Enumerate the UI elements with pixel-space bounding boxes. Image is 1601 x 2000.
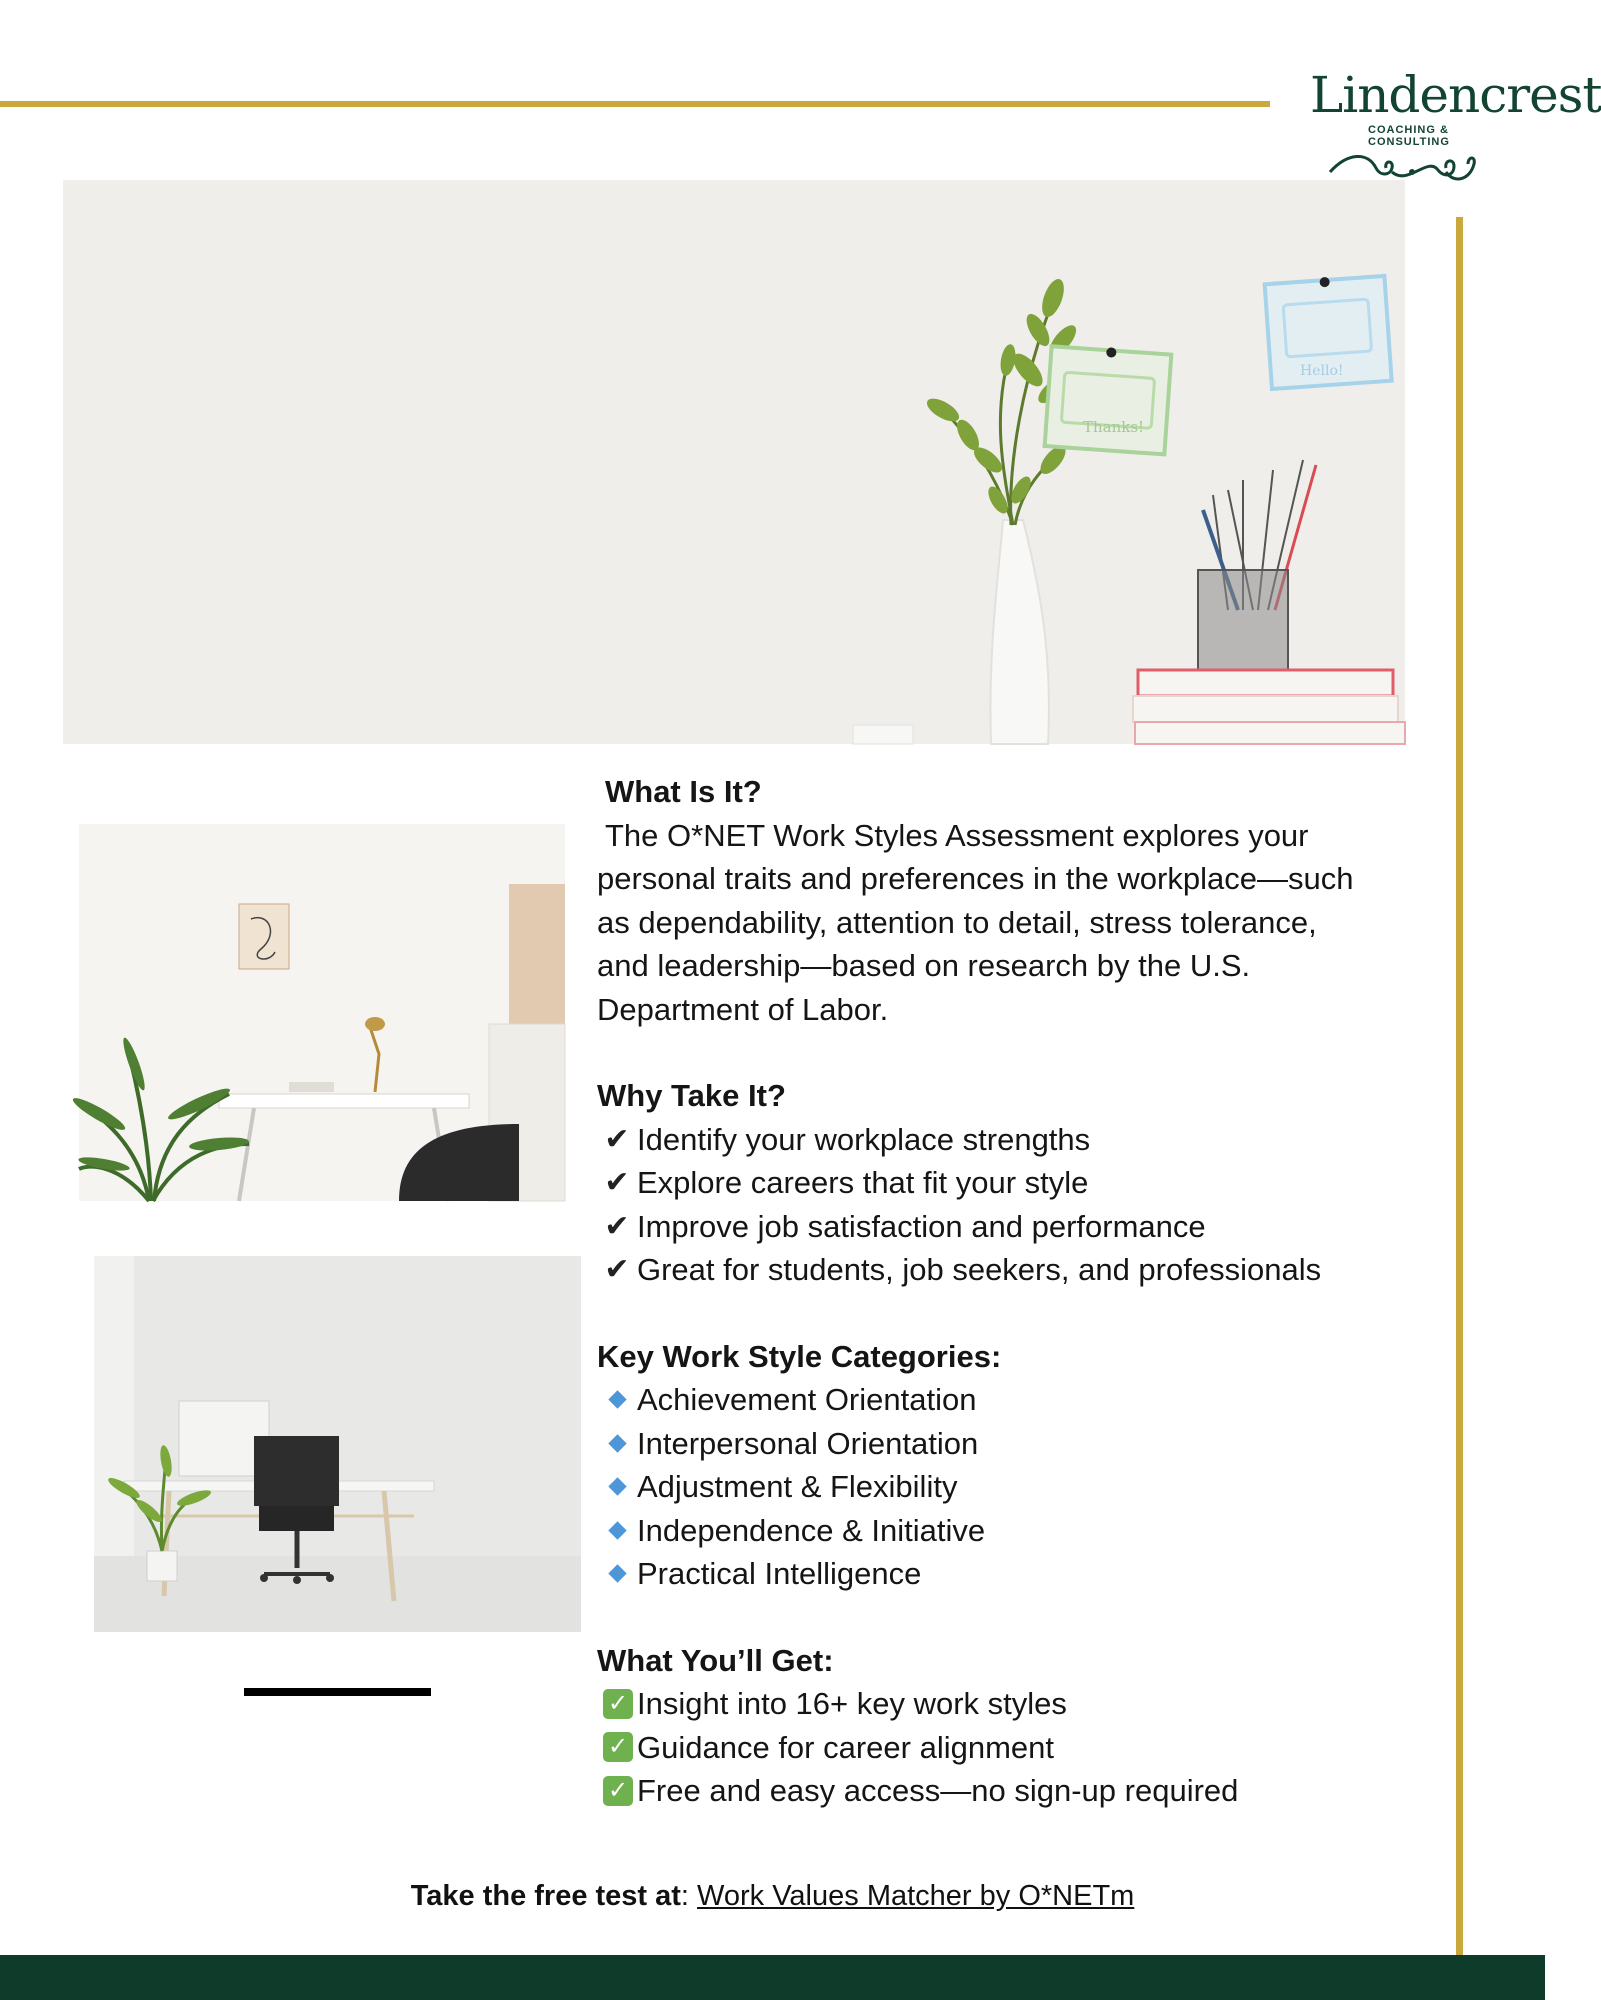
green-check-box-icon: ✓	[603, 1689, 633, 1719]
categories-heading: Key Work Style Categories:	[597, 1338, 1002, 1374]
what-line-4: and leadership—based on research by the U.S.	[597, 948, 1251, 983]
home-office-photo	[79, 824, 565, 1201]
list-item: Practical Intelligence	[597, 1552, 1427, 1596]
top-gold-rule	[0, 101, 1270, 107]
assessment-info	[597, 770, 1427, 1813]
list-item: ✔ Explore careers that fit your style	[597, 1161, 1427, 1205]
accent-bar	[244, 1688, 431, 1696]
right-gold-rule	[1456, 217, 1463, 2000]
thanks-note: Thanks!	[1083, 418, 1145, 436]
minimal-office-photo	[94, 1256, 581, 1632]
list-item: Interpersonal Orientation	[597, 1422, 1427, 1466]
call-to-action	[0, 1880, 1545, 1913]
blue-diamond-icon	[608, 1434, 626, 1452]
lindencrest-logo	[1310, 66, 1601, 185]
blue-diamond-icon	[608, 1478, 626, 1496]
green-check-box-icon: ✓	[603, 1776, 633, 1806]
list-item: Adjustment & Flexibility	[597, 1465, 1427, 1509]
checkmark-icon: ✔	[604, 1122, 630, 1156]
list-item: Achievement Orientation	[597, 1378, 1427, 1422]
checkmark-icon: ✔	[604, 1209, 630, 1243]
what-line-3: as dependability, attention to detail, stress tolerance,	[597, 904, 1317, 940]
blue-diamond-icon	[608, 1565, 626, 1583]
green-check-box-icon: ✓	[603, 1732, 633, 1762]
hero-desk-photo	[63, 180, 1405, 744]
cta-colon: :	[680, 1880, 689, 1912]
hello-note: Hello!	[1300, 363, 1344, 379]
checkmark-icon: ✔	[604, 1253, 630, 1286]
test-link[interactable]: Work Values Matcher by O*NETm	[697, 1880, 1135, 1912]
what-line-1: The O*NET Work Styles Assessment explores your	[605, 817, 1309, 853]
what-line-5: Department of Labor.	[597, 991, 889, 1027]
list-item: ✔ Improve job satisfaction and performance	[597, 1205, 1427, 1249]
list-item: Independence & Initiative	[597, 1509, 1427, 1553]
list-item: ✔ Great for students, job seekers, and professionals	[597, 1248, 1427, 1292]
logo-tagline: COACHING & CONSULTING	[1368, 124, 1450, 148]
why-heading: Why Take It?	[597, 1078, 786, 1113]
list-item: ✓ Guidance for career alignment	[597, 1726, 1427, 1770]
list-item: ✓ Free and easy access—no sign-up required	[597, 1769, 1427, 1813]
footer-bar	[0, 1955, 1545, 2000]
logo-name: Lindencrest	[1310, 66, 1601, 124]
blue-diamond-icon	[608, 1521, 626, 1539]
get-heading: What You’ll Get:	[597, 1642, 834, 1678]
what-heading: What Is It?	[605, 774, 762, 809]
checkmark-icon: ✔	[604, 1166, 630, 1199]
list-item: ✔ Identify your workplace strengths	[597, 1118, 1427, 1162]
hero-illustration	[63, 180, 1405, 744]
blue-diamond-icon	[608, 1391, 626, 1409]
what-line-2: personal traits and preferences in the workplace—such	[597, 861, 1354, 896]
cta-prefix: Take the free test at	[410, 1880, 681, 1912]
list-item: ✓ Insight into 16+ key work styles	[597, 1682, 1427, 1726]
